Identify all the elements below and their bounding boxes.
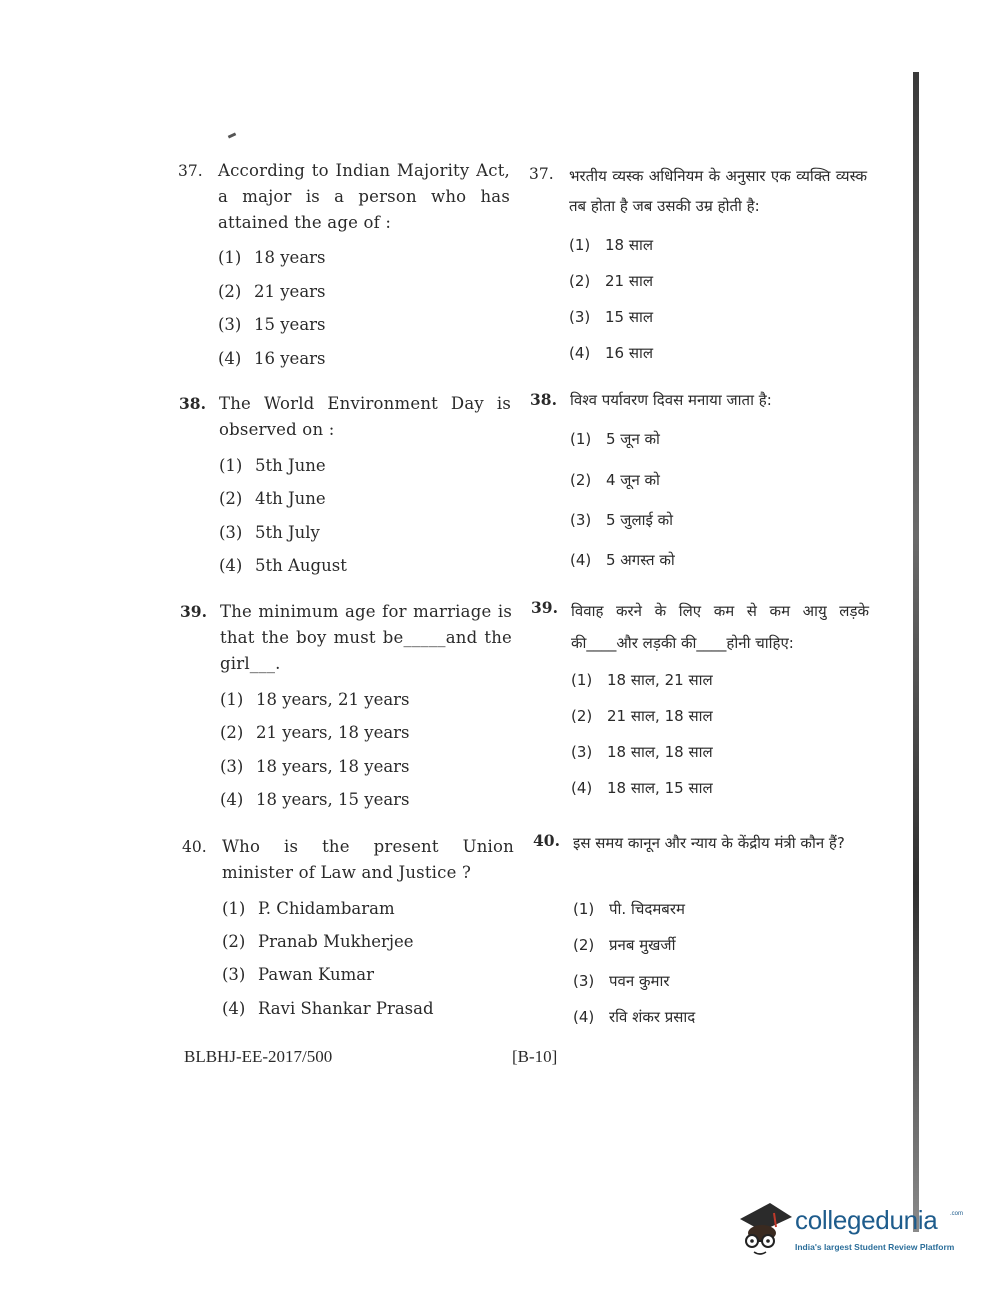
option-4: (4) 18 साल, 15 साल — [571, 779, 713, 797]
question-stem: According to Indian Majority Act, a major is a person who has attained the age of : — [218, 161, 510, 232]
option-4: (4) Ravi Shankar Prasad — [222, 999, 434, 1018]
option-4: (4) 5 अगस्त को — [570, 551, 675, 569]
option-4: (4) रवि शंकर प्रसाद — [573, 1008, 696, 1026]
option-2: (2) 21 साल — [569, 272, 654, 290]
scan-mark — [228, 132, 237, 138]
question-stem: इस समय कानून और न्याय के केंद्रीय मंत्री कौन हैं? — [573, 834, 845, 852]
option-1: (1) 5th June — [219, 456, 326, 475]
option-3: (3) 15 years — [218, 315, 326, 334]
question-number: 38. — [179, 394, 206, 413]
option-4: (4) 16 years — [218, 349, 326, 368]
page-code: [B-10] — [512, 1047, 558, 1066]
question-stem: Who is the present Union minister of Law and Justice ? — [222, 837, 514, 882]
option-2: (2) Pranab Mukherjee — [222, 932, 414, 951]
option-1: (1) 18 years, 21 years — [220, 690, 410, 709]
option-1: (1) 5 जून को — [570, 430, 660, 448]
option-3: (3) 5 जुलाई को — [570, 511, 674, 529]
option-1: (1) P. Chidambaram — [222, 899, 395, 918]
question-number: 40. — [533, 831, 560, 850]
option-2: (2) प्रनब मुखर्जी — [573, 936, 676, 954]
option-1: (1) पी. चिदमबरम — [573, 900, 685, 918]
option-2: (2) 4th June — [219, 489, 326, 508]
option-2: (2) 4 जून को — [570, 471, 660, 489]
question-stem: विश्व पर्यावरण दिवस मनाया जाता है: — [570, 391, 772, 409]
option-3: (3) Pawan Kumar — [222, 965, 374, 984]
question-number: 37. — [529, 165, 554, 183]
option-1: (1) 18 साल — [569, 236, 654, 254]
question-stem: भरतीय व्यस्क अधिनियम के अनुसार एक व्यक्ति व्यस्क तब होता है जब उसकी उम्र होती है: — [569, 167, 867, 215]
option-3: (3) 5th July — [219, 523, 320, 542]
option-2: (2) 21 years — [218, 282, 326, 301]
option-1: (1) 18 years — [218, 248, 326, 267]
option-4: (4) 16 साल — [569, 344, 654, 362]
scan-edge-bar — [913, 72, 919, 1232]
question-number: 39. — [180, 602, 207, 621]
logo-suffix: .com — [950, 1211, 964, 1217]
question-number: 40. — [182, 838, 207, 856]
question-number: 37. — [178, 162, 203, 180]
collegedunia-logo[interactable] — [736, 1197, 964, 1259]
logo-tagline: India's largest Student Review Platform — [795, 1242, 955, 1252]
option-2: (2) 21 साल, 18 साल — [571, 707, 713, 725]
option-3: (3) पवन कुमार — [573, 972, 670, 990]
question-stem: विवाह करने के लिए कम से कम आयु लड़के की____और लड़की की____होनी चाहिए: — [571, 602, 869, 652]
question-number: 38. — [530, 390, 557, 409]
option-3: (3) 18 years, 18 years — [220, 757, 410, 776]
option-2: (2) 21 years, 18 years — [220, 723, 410, 742]
option-3: (3) 15 साल — [569, 308, 654, 326]
question-stem: The minimum age for marriage is that the boy must be_____and the girl___. — [220, 602, 512, 673]
paper-code: BLBHJ-EE-2017/500 — [184, 1047, 333, 1066]
option-3: (3) 18 साल, 18 साल — [571, 743, 713, 761]
option-4: (4) 18 years, 15 years — [220, 790, 410, 809]
question-stem: The World Environment Day is observed on : — [219, 394, 511, 439]
question-number: 39. — [531, 598, 558, 617]
option-4: (4) 5th August — [219, 556, 347, 575]
option-1: (1) 18 साल, 21 साल — [571, 671, 713, 689]
logo-wordmark: collegedunia — [795, 1205, 938, 1235]
student-mascot-icon — [736, 1197, 794, 1259]
